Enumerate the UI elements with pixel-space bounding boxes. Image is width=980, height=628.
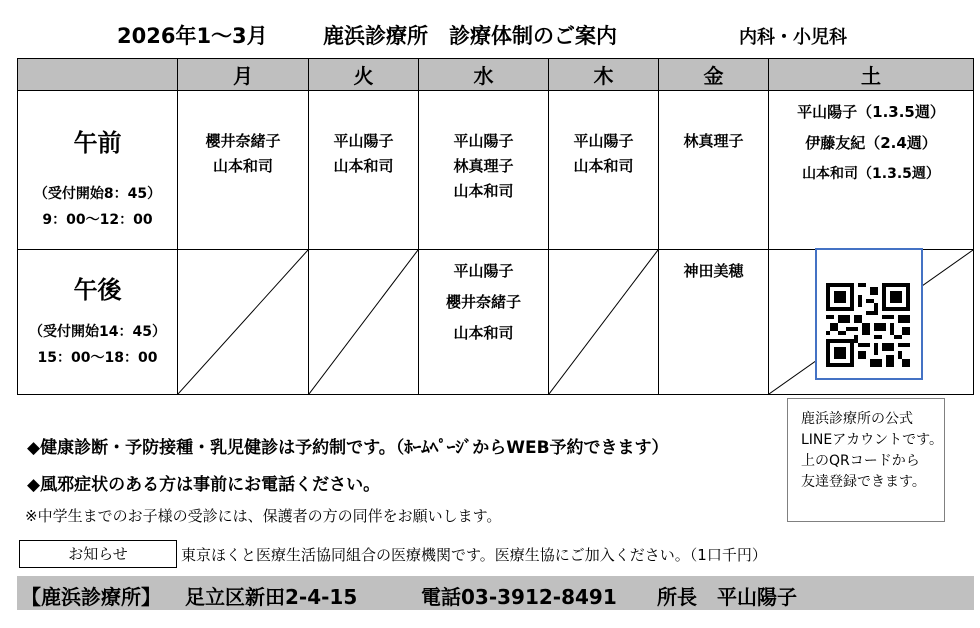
morning-sat [769, 91, 974, 250]
doctor-name: 山本和司 [333, 157, 394, 175]
day-header-row [18, 59, 974, 91]
doctor-name: 平山陽子 [453, 262, 514, 280]
afternoon-thu-closed [549, 250, 659, 395]
day-header-fri: 金 [659, 59, 769, 91]
closed-diagonal [309, 250, 418, 394]
doctor-name: 平山陽子 [573, 132, 634, 150]
morning-wed [419, 91, 549, 250]
line-info-text: LINEアカウントです。 [801, 432, 943, 448]
closed-diagonal [178, 250, 308, 394]
footer-bar [17, 576, 974, 610]
day-header-thu: 木 [549, 59, 659, 91]
doctor-name: 櫻井奈緒子 [445, 293, 521, 311]
afternoon-slot [18, 250, 178, 395]
doctor-name: 平山陽子 [333, 132, 394, 150]
clinic-name: 【鹿浜診療所】 [21, 585, 161, 609]
day-header-tue: 火 [309, 59, 419, 91]
morning-reception: （受付開始8：45） [33, 186, 162, 202]
afternoon-fri [659, 250, 769, 395]
day-header-wed: 水 [419, 59, 549, 91]
line-info-text: 上のQRコードから [801, 453, 920, 469]
clinic-phone[interactable]: 電話03-3912-8491 [421, 585, 617, 609]
doctor-name: 林真理子 [683, 132, 744, 150]
line-info-text: 友達登録できます。 [801, 474, 926, 490]
morning-slot [18, 91, 178, 250]
morning-thu [549, 91, 659, 250]
afternoon-tue-closed [309, 250, 419, 395]
line-account-info [787, 398, 945, 522]
morning-tue [309, 91, 419, 250]
doctor-name: 山本和司（1.3.5週） [802, 166, 940, 182]
period-label: 2026年1～3月 [117, 24, 268, 48]
doctor-name: 伊藤友紀（2.4週） [805, 134, 937, 152]
doctor-name: 山本和司 [453, 182, 514, 200]
morning-mon [178, 91, 309, 250]
morning-label: 午前 [73, 129, 122, 157]
afternoon-label: 午後 [73, 276, 122, 304]
notice-label: お知らせ [19, 540, 177, 568]
afternoon-reception: （受付開始14：45） [29, 324, 166, 340]
cold-symptom-note: ◆風邪症状のある方は事前にお電話ください。 [27, 475, 381, 495]
clinic-address: 足立区新田2-4-15 [185, 585, 358, 609]
doctor-name: 神田美穂 [683, 262, 744, 280]
doctor-name: 櫻井奈緒子 [205, 132, 281, 150]
corner-cell [18, 59, 178, 91]
page-title: 鹿浜診療所 診療体制のご案内 [323, 24, 617, 48]
afternoon-mon-closed [178, 250, 309, 395]
line-qr-code[interactable] [815, 248, 923, 380]
day-header-mon: 月 [178, 59, 309, 91]
departments-label: 内科・小児科 [739, 27, 847, 48]
children-note: ※中学生までのお子様の受診には、保護者の方の同伴をお願いします。 [25, 507, 502, 525]
title-bar [0, 12, 980, 52]
day-header-sat: 土 [769, 59, 974, 91]
afternoon-hours: 15：00～18：00 [37, 350, 158, 366]
line-info-text: 鹿浜診療所の公式 [801, 411, 913, 427]
doctor-name: 平山陽子（1.3.5週） [797, 103, 945, 121]
morning-fri [659, 91, 769, 250]
doctor-name: 山本和司 [573, 157, 634, 175]
reservation-note: ◆健康診断・予防接種・乳児健診は予約制です。（ﾎｰﾑﾍﾟｰｼﾞからWEB予約できます） [27, 438, 669, 458]
doctor-name: 平山陽子 [453, 132, 514, 150]
closed-diagonal [549, 250, 658, 394]
morning-hours: 9：00～12：00 [42, 212, 153, 228]
notice-text: 東京ほくと医療生活協同組合の医療機関です。医療生協にご加入ください。（1口千円） [181, 546, 767, 564]
afternoon-wed [419, 250, 549, 395]
doctor-name: 山本和司 [212, 157, 273, 175]
doctor-name: 林真理子 [453, 157, 514, 175]
doctor-name: 山本和司 [453, 324, 514, 342]
qr-code-icon [826, 283, 910, 367]
clinic-director: 所長 平山陽子 [657, 585, 797, 609]
morning-row [18, 91, 974, 250]
